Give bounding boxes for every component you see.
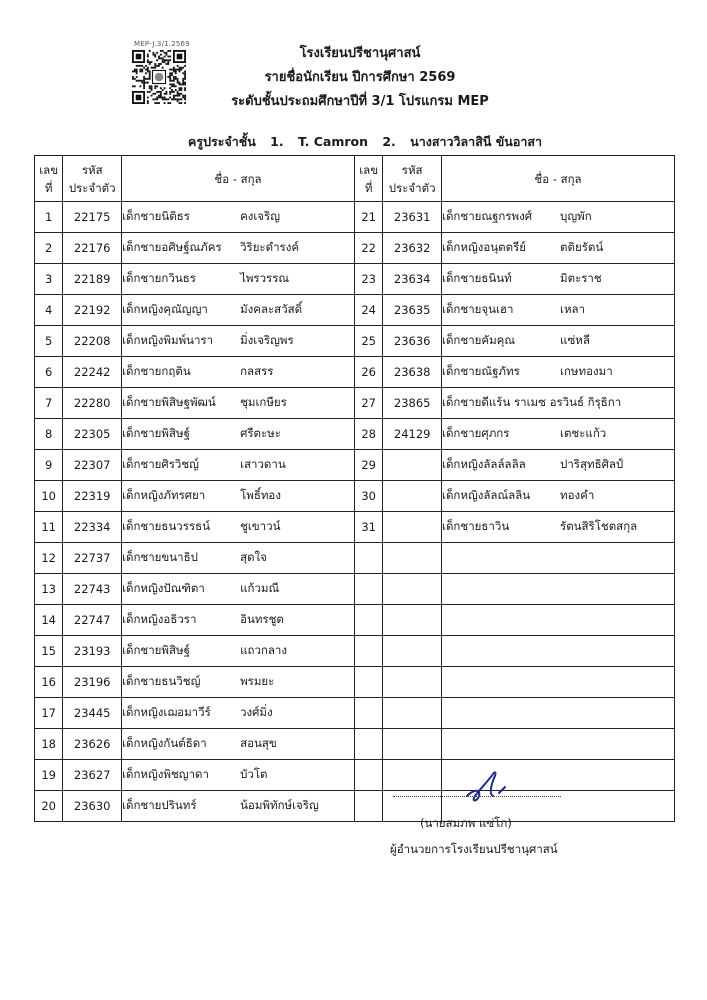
student-roster-table — [34, 155, 675, 822]
student-number-cell: 8 — [35, 419, 63, 450]
table-row — [35, 605, 675, 636]
student-id-cell: 23638 — [383, 357, 442, 388]
student-last-name: พรมยะ — [240, 674, 275, 688]
student-name-cell — [442, 264, 675, 295]
student-last-name: วงศ์มิ่ง — [240, 705, 273, 719]
school-name: โรงเรียนปรีชานุศาสน์ — [299, 46, 421, 61]
student-id-cell: 24129 — [383, 419, 442, 450]
student-first-name: เด็กหญิงลัลล์ลลิล — [442, 457, 526, 471]
student-first-name: เด็กชายธนวิชญ์ — [122, 674, 201, 688]
student-id-cell: 23193 — [63, 636, 122, 667]
student-name-cell — [122, 667, 355, 698]
student-number-cell: 17 — [35, 698, 63, 729]
table-row — [35, 760, 675, 791]
student-number-cell: 16 — [35, 667, 63, 698]
student-id-cell: 22189 — [63, 264, 122, 295]
table-row — [35, 326, 675, 357]
student-last-name: ศรีตะษะ — [240, 426, 281, 440]
student-last-name: แก้วมณี — [240, 581, 280, 595]
student-id-cell: 22334 — [63, 512, 122, 543]
student-name-cell — [122, 636, 355, 667]
student-id-cell: 22192 — [63, 295, 122, 326]
student-name-cell — [442, 233, 675, 264]
student-last-name: เกษทองมา — [560, 364, 613, 378]
table-row — [35, 574, 675, 605]
table-row — [35, 202, 675, 233]
student-name-cell — [122, 419, 355, 450]
student-id-cell: 23445 — [63, 698, 122, 729]
document-title: รายชื่อนักเรียน ปีการศึกษา 2569 — [264, 70, 456, 85]
table-row — [35, 729, 675, 760]
student-last-name: โพธิ์ทอง — [240, 488, 281, 502]
teacher-1-number: 1. — [270, 134, 284, 149]
table-header-row — [35, 156, 675, 202]
student-name-cell — [442, 574, 675, 605]
student-id-cell: 22319 — [63, 481, 122, 512]
student-last-name: กลสรร — [240, 364, 274, 378]
student-first-name: เด็กชายดีแร้น ราเมซ อรวินธ์ กิรุธิกา — [442, 395, 622, 409]
student-id-cell: 22307 — [63, 450, 122, 481]
teacher-1-name: T. Camron — [297, 134, 368, 149]
student-number-cell: 6 — [35, 357, 63, 388]
student-name-cell — [122, 481, 355, 512]
student-id-cell: 23634 — [383, 264, 442, 295]
student-id-cell: 22242 — [63, 357, 122, 388]
student-first-name: เด็กชายศุภกร — [442, 426, 510, 440]
student-name-cell — [442, 419, 675, 450]
student-first-name: เด็กหญิงพิมพ์นารา — [122, 333, 214, 347]
student-name-cell — [122, 791, 355, 822]
student-name-cell — [122, 264, 355, 295]
student-last-name: ชูเขาวน์ — [240, 519, 281, 533]
student-number-cell: 10 — [35, 481, 63, 512]
student-number-cell: 26 — [354, 357, 382, 388]
student-number-cell: 9 — [35, 450, 63, 481]
student-number-cell: 31 — [354, 512, 382, 543]
student-last-name: บุญพัก — [560, 209, 592, 223]
student-number-cell: 30 — [354, 481, 382, 512]
student-number-cell: 5 — [35, 326, 63, 357]
student-number-cell: 28 — [354, 419, 382, 450]
student-number-cell: 12 — [35, 543, 63, 574]
student-first-name: เด็กหญิงอธิวรา — [122, 612, 197, 626]
table-row — [35, 481, 675, 512]
student-first-name: เด็กชายพิสิษฐ์ — [122, 643, 190, 657]
student-last-name: เหลา — [560, 302, 586, 316]
student-name-cell — [122, 388, 355, 419]
student-number-cell: 19 — [35, 760, 63, 791]
homeroom-teachers — [150, 132, 590, 152]
student-number-cell: 18 — [35, 729, 63, 760]
student-id-cell — [383, 450, 442, 481]
student-name-cell — [442, 512, 675, 543]
student-last-name: เตชะแก้ว — [560, 426, 607, 440]
student-id-cell: 23632 — [383, 233, 442, 264]
student-name-cell — [442, 729, 675, 760]
student-id-cell: 23626 — [63, 729, 122, 760]
table-row — [35, 419, 675, 450]
student-last-name: มิตะราช — [560, 271, 602, 285]
student-number-cell — [354, 667, 382, 698]
student-name-cell — [442, 698, 675, 729]
student-number-cell: 4 — [35, 295, 63, 326]
header-number: เลข ที่ — [35, 156, 63, 202]
student-id-cell — [383, 605, 442, 636]
student-last-name: สอนสุข — [240, 736, 277, 750]
student-last-name: เสาวดาน — [240, 457, 286, 471]
student-last-name: ชุมเกษียร — [240, 395, 287, 409]
student-last-name: แถวกลาง — [240, 643, 287, 657]
student-first-name: เด็กชายขนาธิป — [122, 550, 198, 564]
table-row — [35, 636, 675, 667]
student-id-cell: 23631 — [383, 202, 442, 233]
student-id-cell — [383, 543, 442, 574]
student-number-cell — [354, 574, 382, 605]
student-number-cell — [354, 543, 382, 574]
student-id-cell: 22743 — [63, 574, 122, 605]
student-number-cell: 29 — [354, 450, 382, 481]
student-last-name: รัตนสิริโชตสกุล — [560, 519, 638, 533]
student-last-name: สุดใจ — [240, 550, 267, 564]
student-id-cell: 23635 — [383, 295, 442, 326]
table-row — [35, 357, 675, 388]
student-id-cell: 22208 — [63, 326, 122, 357]
teacher-2-number: 2. — [382, 134, 396, 149]
student-last-name: แซ่หลี — [560, 333, 590, 347]
student-first-name: เด็กชายปรินทร์ — [122, 798, 197, 812]
signature-line — [393, 796, 561, 797]
student-first-name: เด็กชายพิสิษฐพัฒน์ — [122, 395, 216, 409]
student-number-cell: 27 — [354, 388, 382, 419]
student-number-cell — [354, 605, 382, 636]
student-first-name: เด็กชายณัฐภัทร — [442, 364, 520, 378]
student-number-cell — [354, 636, 382, 667]
student-name-cell — [442, 388, 675, 419]
header-name: ชื่อ - สกุล — [122, 156, 355, 202]
student-name-cell — [122, 698, 355, 729]
student-number-cell: 22 — [354, 233, 382, 264]
student-first-name: เด็กชายจุนเฮา — [442, 302, 514, 316]
student-name-cell — [122, 760, 355, 791]
student-name-cell — [122, 450, 355, 481]
table-row — [35, 450, 675, 481]
student-first-name: เด็กหญิงกันต์ธิดา — [122, 736, 207, 750]
student-last-name: ทองคำ — [560, 488, 595, 502]
table-row — [35, 791, 675, 822]
table-row — [35, 233, 675, 264]
student-first-name: เด็กชายคัมคุณ — [442, 333, 516, 347]
student-first-name: เด็กชายศิรวิชญ์ — [122, 457, 199, 471]
student-id-cell: 23636 — [383, 326, 442, 357]
signer-name: (นายสมภพ แซ่โก) — [420, 816, 512, 830]
student-number-cell: 25 — [354, 326, 382, 357]
teachers-label: ครูประจำชั้น — [188, 134, 256, 149]
student-number-cell — [354, 698, 382, 729]
student-name-cell — [122, 233, 355, 264]
student-name-cell — [122, 605, 355, 636]
student-id-cell — [383, 481, 442, 512]
student-first-name: เด็กหญิงภัทรศยา — [122, 488, 206, 502]
student-name-cell — [122, 202, 355, 233]
student-last-name: คงเจริญ — [240, 209, 281, 223]
table-row — [35, 667, 675, 698]
student-name-cell — [122, 543, 355, 574]
header-number: เลข ที่ — [354, 156, 382, 202]
student-id-cell — [383, 729, 442, 760]
student-last-name: อินทรชูต — [240, 612, 284, 626]
student-first-name: เด็กชายธาวิน — [442, 519, 510, 533]
student-first-name: เด็กหญิงอนุตตรีย์ — [442, 240, 527, 254]
handwritten-signature-icon — [395, 760, 560, 810]
student-id-cell: 22305 — [63, 419, 122, 450]
student-number-cell: 11 — [35, 512, 63, 543]
student-id-cell — [383, 636, 442, 667]
student-id-cell — [383, 667, 442, 698]
student-id-cell: 23627 — [63, 760, 122, 791]
student-number-cell — [354, 791, 382, 822]
student-id-cell — [383, 574, 442, 605]
student-first-name: เด็กชายณฐกรพงศ์ — [442, 209, 533, 223]
teacher-2-name: นางสาววิลาสินี ขันอาสา — [410, 134, 542, 149]
student-number-cell: 23 — [354, 264, 382, 295]
student-id-cell: 23630 — [63, 791, 122, 822]
student-name-cell — [442, 326, 675, 357]
student-first-name: เด็กชายธนวรรธน์ — [122, 519, 210, 533]
header-name: ชื่อ - สกุล — [442, 156, 675, 202]
student-first-name: เด็กชายนิติธร — [122, 209, 190, 223]
student-first-name: เด็กหญิงเฌอมาวีร์ — [122, 705, 211, 719]
student-number-cell: 2 — [35, 233, 63, 264]
student-name-cell — [122, 729, 355, 760]
student-id-cell: 22280 — [63, 388, 122, 419]
header-student-id: รหัส ประจำตัว — [63, 156, 122, 202]
table-row — [35, 543, 675, 574]
student-name-cell — [442, 295, 675, 326]
student-number-cell: 1 — [35, 202, 63, 233]
student-name-cell — [122, 357, 355, 388]
student-name-cell — [122, 295, 355, 326]
student-number-cell: 3 — [35, 264, 63, 295]
class-level: ระดับชั้นประถมศึกษาปีที่ 3/1 โปรแกรม MEP — [231, 94, 489, 109]
student-name-cell — [442, 667, 675, 698]
student-first-name: เด็กชายธนินท์ — [442, 271, 512, 285]
student-id-cell: 23196 — [63, 667, 122, 698]
student-name-cell — [442, 636, 675, 667]
student-number-cell: 15 — [35, 636, 63, 667]
student-name-cell — [122, 512, 355, 543]
student-name-cell — [442, 543, 675, 574]
student-first-name: เด็กหญิงลัลณ์ลลิน — [442, 488, 531, 502]
student-first-name: เด็กหญิงคุณัญญา — [122, 302, 208, 316]
student-last-name: ปาริสุทธิศิลป์ — [560, 457, 624, 471]
student-last-name: ไพรวรรณ — [240, 271, 290, 285]
student-name-cell — [442, 357, 675, 388]
student-first-name: เด็กชายพิสิษฐ์ — [122, 426, 190, 440]
qr-label: MEP-J.3/1.2569 — [134, 40, 190, 48]
student-number-cell: 7 — [35, 388, 63, 419]
student-id-cell: 22175 — [63, 202, 122, 233]
student-name-cell — [122, 326, 355, 357]
student-id-cell — [383, 512, 442, 543]
student-number-cell — [354, 760, 382, 791]
student-number-cell: 24 — [354, 295, 382, 326]
student-name-cell — [442, 450, 675, 481]
signer-title: ผู้อำนวยการโรงเรียนปรีชานุศาสน์ — [390, 842, 558, 856]
table-row — [35, 512, 675, 543]
student-name-cell — [442, 605, 675, 636]
student-number-cell: 13 — [35, 574, 63, 605]
student-number-cell: 21 — [354, 202, 382, 233]
student-first-name: เด็กชายกวินธร — [122, 271, 196, 285]
student-first-name: เด็กชายกฤติน — [122, 364, 191, 378]
student-id-cell: 22737 — [63, 543, 122, 574]
student-id-cell: 22176 — [63, 233, 122, 264]
table-row — [35, 388, 675, 419]
student-first-name: เด็กหญิงปัณฑิตา — [122, 581, 205, 595]
student-last-name: น้อมพิทักษ์เจริญ — [240, 798, 319, 812]
student-number-cell: 20 — [35, 791, 63, 822]
student-first-name: เด็กชายอศิษฐ์ณภัคร — [122, 240, 222, 254]
student-last-name: บัวโต — [240, 767, 268, 781]
student-id-cell: 22747 — [63, 605, 122, 636]
student-number-cell: 14 — [35, 605, 63, 636]
student-first-name: เด็กหญิงพิชญาดา — [122, 767, 209, 781]
student-last-name: ตติยรัตน์ — [560, 240, 604, 254]
roster-body — [35, 202, 675, 822]
table-row — [35, 295, 675, 326]
student-name-cell — [442, 202, 675, 233]
document-header — [150, 42, 570, 114]
student-id-cell — [383, 698, 442, 729]
header-student-id: รหัส ประจำตัว — [383, 156, 442, 202]
student-name-cell — [122, 574, 355, 605]
student-id-cell: 23865 — [383, 388, 442, 419]
student-name-cell — [442, 481, 675, 512]
table-row — [35, 264, 675, 295]
table-row — [35, 698, 675, 729]
student-last-name: วิริยะดำรงค์ — [240, 240, 300, 254]
student-last-name: มิ่งเจริญพร — [240, 333, 294, 347]
student-last-name: มังคละสวัสดิ์ — [240, 302, 303, 316]
student-number-cell — [354, 729, 382, 760]
